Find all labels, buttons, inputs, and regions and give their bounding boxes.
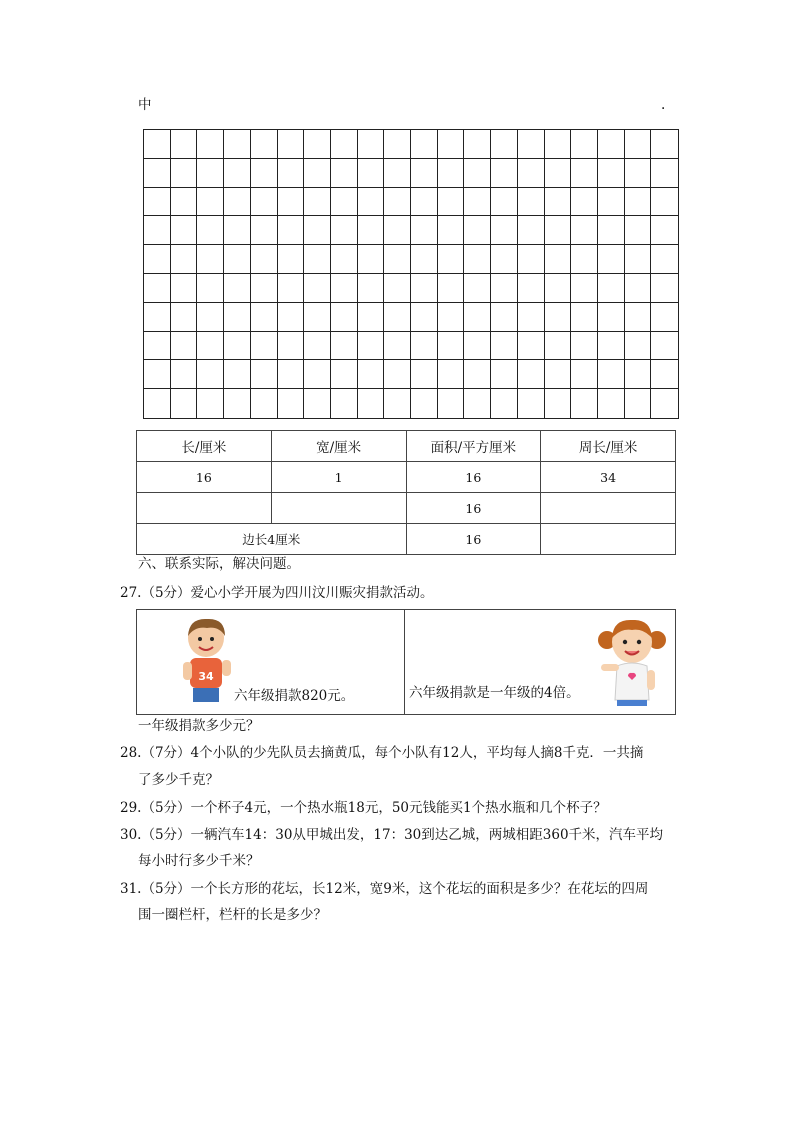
grid-cell — [358, 389, 385, 418]
grid-cell — [464, 303, 491, 332]
grid-cell — [491, 159, 518, 188]
table-cell: 16 — [406, 524, 541, 555]
grid-cell — [491, 188, 518, 217]
grid-cell — [491, 389, 518, 418]
boy-illustration — [181, 616, 233, 708]
grid-cell — [545, 159, 572, 188]
grid-cell — [598, 130, 625, 159]
table-cell-square-side: 边长4厘米 — [137, 524, 407, 555]
grid-cell — [278, 130, 305, 159]
grid-cell — [171, 216, 198, 245]
grid-cell — [224, 360, 251, 389]
grid-cell — [278, 332, 305, 361]
grid-cell — [438, 188, 465, 217]
grid-cell — [545, 188, 572, 217]
shirt-number: 34 — [198, 670, 214, 683]
grid-cell — [625, 216, 652, 245]
grid-cell — [438, 274, 465, 303]
grid-cell — [304, 303, 331, 332]
grid-cell — [171, 389, 198, 418]
grid-cell — [598, 245, 625, 274]
grid-cell — [251, 188, 278, 217]
grid-cell — [304, 389, 331, 418]
grid-cell — [384, 130, 411, 159]
grid-cell — [384, 389, 411, 418]
grid-cell — [545, 130, 572, 159]
grid-cell — [598, 332, 625, 361]
grid-cell — [197, 389, 224, 418]
grid-cell — [625, 245, 652, 274]
grid-cell — [598, 303, 625, 332]
grid-cell — [358, 303, 385, 332]
grid-cell — [251, 274, 278, 303]
grid-cell — [464, 130, 491, 159]
grid-cell — [278, 188, 305, 217]
grid-cell — [144, 332, 171, 361]
col-header-area: 面积/平方厘米 — [406, 431, 541, 462]
grid-cell — [251, 130, 278, 159]
grid-cell — [197, 360, 224, 389]
grid-cell — [358, 216, 385, 245]
grid-cell — [625, 389, 652, 418]
grid-cell — [651, 130, 678, 159]
square-grid — [143, 129, 679, 419]
grid-cell — [331, 159, 358, 188]
question-30-line2: 每小时行多少千米？ — [138, 853, 260, 869]
grid-cell — [144, 389, 171, 418]
grid-cell — [304, 360, 331, 389]
grid-cell — [571, 274, 598, 303]
grid-cell — [304, 188, 331, 217]
panel-divider — [404, 610, 405, 714]
grid-cell — [491, 245, 518, 274]
grid-cell — [358, 332, 385, 361]
grid-cell — [224, 245, 251, 274]
grid-cell — [411, 245, 438, 274]
grid-cell — [358, 360, 385, 389]
grid-cell — [411, 188, 438, 217]
grid-cell — [144, 303, 171, 332]
grid-cell — [518, 274, 545, 303]
grid-cell — [171, 159, 198, 188]
table-cell-blank — [137, 493, 272, 524]
grid-cell — [331, 303, 358, 332]
grid-cell — [491, 332, 518, 361]
grid-cell — [144, 130, 171, 159]
grid-cell — [197, 332, 224, 361]
grid-cell — [171, 360, 198, 389]
grid-cell — [278, 360, 305, 389]
grid-cell — [197, 216, 224, 245]
grid-cell — [438, 303, 465, 332]
grid-cell — [331, 130, 358, 159]
grid-cell — [411, 130, 438, 159]
grid-cell — [278, 216, 305, 245]
question-28-line1: 28.（7分）4个小队的少先队员去摘黄瓜，每个小队有12人，平均每人摘8千克．一共摘 — [120, 745, 644, 761]
rectangle-table — [136, 430, 676, 555]
col-header-perimeter: 周长/厘米 — [541, 431, 676, 462]
grid-cell — [464, 159, 491, 188]
grid-cell — [651, 303, 678, 332]
question-27-ask: 一年级捐款多少元？ — [138, 718, 260, 734]
grid-cell — [224, 130, 251, 159]
grid-cell — [251, 360, 278, 389]
grid-cell — [411, 159, 438, 188]
grid-cell — [545, 332, 572, 361]
grid-cell — [571, 389, 598, 418]
grid-cell — [464, 216, 491, 245]
question-27-stem: 27.（5分）爱心小学开展为四川汶川赈灾捐款活动。 — [120, 585, 434, 601]
grid-cell — [171, 130, 198, 159]
grid-cell — [358, 274, 385, 303]
grid-cell — [224, 274, 251, 303]
grid-cell — [144, 360, 171, 389]
grid-cell — [331, 188, 358, 217]
grid-cell — [545, 389, 572, 418]
grid-cell — [304, 159, 331, 188]
grid-cell — [598, 389, 625, 418]
grid-cell — [171, 245, 198, 274]
grid-cell — [304, 130, 331, 159]
header-left-char: 中 — [138, 97, 152, 113]
grid-cell — [518, 159, 545, 188]
grid-cell — [518, 245, 545, 274]
grid-cell — [598, 360, 625, 389]
table-cell: 1 — [271, 462, 406, 493]
grid-cell — [144, 245, 171, 274]
grid-cell — [278, 303, 305, 332]
question-31-line1: 31.（5分）一个长方形的花坛，长12米，宽9米，这个花坛的面积是多少？在花坛的四周 — [120, 881, 649, 897]
grid-cell — [438, 245, 465, 274]
grid-cell — [438, 216, 465, 245]
grid-cell — [464, 245, 491, 274]
table-cell-blank — [541, 524, 676, 555]
grid-cell — [651, 245, 678, 274]
grid-cell — [438, 159, 465, 188]
grid-cell — [331, 360, 358, 389]
grid-cell — [464, 332, 491, 361]
grid-cell — [358, 188, 385, 217]
question-28-line2: 了多少千克？ — [138, 772, 219, 788]
grid-cell — [518, 360, 545, 389]
grid-cell — [651, 389, 678, 418]
grid-cell — [304, 332, 331, 361]
grid-cell — [651, 332, 678, 361]
grid-cell — [331, 389, 358, 418]
table-cell: 34 — [541, 462, 676, 493]
grid-cell — [384, 245, 411, 274]
grid-cell — [251, 159, 278, 188]
question-30-line1: 30.（5分）一辆汽车14：30从甲城出发，17：30到达乙城，两城相距360千米，汽车平均 — [120, 827, 664, 843]
table-cell-blank — [271, 493, 406, 524]
grid-cell — [491, 303, 518, 332]
grid-cell — [625, 188, 652, 217]
grid-cell — [358, 159, 385, 188]
grid-cell — [384, 303, 411, 332]
grid-cell — [491, 130, 518, 159]
grid-cell — [625, 360, 652, 389]
header-right-dot: . — [661, 97, 666, 113]
grid-cell — [545, 245, 572, 274]
grid-cell — [625, 303, 652, 332]
grid-cell — [464, 188, 491, 217]
grid-cell — [411, 303, 438, 332]
grid-cell — [491, 216, 518, 245]
grid-cell — [171, 303, 198, 332]
grid-cell — [384, 332, 411, 361]
grid-cell — [651, 216, 678, 245]
grid-cell — [438, 130, 465, 159]
grid-cell — [571, 332, 598, 361]
grid-cell — [571, 245, 598, 274]
grid-cell — [545, 360, 572, 389]
grid-cell — [304, 245, 331, 274]
table-cell: 16 — [406, 462, 541, 493]
grid-cell — [518, 130, 545, 159]
grid-cell — [571, 159, 598, 188]
grid-cell — [224, 303, 251, 332]
grid-cell — [197, 303, 224, 332]
grid-cell — [304, 274, 331, 303]
grid-cell — [598, 188, 625, 217]
ratio-text: 六年级捐款是一年级的4倍。 — [409, 685, 580, 701]
grid-cell — [384, 274, 411, 303]
grid-cell — [651, 159, 678, 188]
grid-cell — [384, 360, 411, 389]
grid-cell — [171, 332, 198, 361]
grid-cell — [625, 274, 652, 303]
grid-cell — [625, 332, 652, 361]
grid-cell — [197, 159, 224, 188]
grid-cell — [651, 274, 678, 303]
grid-cell — [598, 216, 625, 245]
grid-cell — [411, 360, 438, 389]
grid-cell — [598, 159, 625, 188]
grid-cell — [411, 389, 438, 418]
grid-cell — [197, 130, 224, 159]
grid-cell — [571, 360, 598, 389]
grid-cell — [144, 274, 171, 303]
grid-cell — [331, 245, 358, 274]
grid-cell — [224, 216, 251, 245]
grade6-donation-text: 六年级捐款820元。 — [234, 688, 355, 704]
grid-cell — [224, 389, 251, 418]
grid-cell — [197, 245, 224, 274]
grid-cell — [224, 188, 251, 217]
grid-cell — [171, 274, 198, 303]
grid-cell — [251, 332, 278, 361]
grid-cell — [331, 332, 358, 361]
table-cell-blank — [541, 493, 676, 524]
grid-cell — [464, 274, 491, 303]
grid-cell — [571, 188, 598, 217]
grid-cell — [518, 188, 545, 217]
grid-cell — [625, 130, 652, 159]
grid-cell — [197, 188, 224, 217]
grid-cell — [625, 159, 652, 188]
grid-cell — [144, 159, 171, 188]
grid-cell — [491, 360, 518, 389]
grid-cell — [571, 216, 598, 245]
grid-cell — [545, 303, 572, 332]
col-header-width: 宽/厘米 — [271, 431, 406, 462]
grid-cell — [224, 159, 251, 188]
question-31-line2: 围一圈栏杆，栏杆的长是多少？ — [138, 907, 327, 923]
grid-cell — [384, 188, 411, 217]
grid-cell — [278, 245, 305, 274]
grid-cell — [411, 216, 438, 245]
grid-cell — [197, 274, 224, 303]
grid-cell — [518, 332, 545, 361]
grid-cell — [545, 216, 572, 245]
donation-panel — [136, 609, 676, 715]
grid-cell — [411, 332, 438, 361]
grid-cell — [278, 274, 305, 303]
grid-cell — [251, 389, 278, 418]
grid-cell — [144, 216, 171, 245]
grid-cell — [491, 274, 518, 303]
grid-cell — [251, 245, 278, 274]
girl-illustration — [595, 616, 669, 708]
grid-cell — [571, 130, 598, 159]
grid-cell — [438, 332, 465, 361]
question-29: 29.（5分）一个杯子4元，一个热水瓶18元，50元钱能买1个热水瓶和几个杯子？ — [120, 800, 607, 816]
col-header-length: 长/厘米 — [137, 431, 272, 462]
grid-cell — [518, 216, 545, 245]
grid-cell — [438, 360, 465, 389]
grid-cell — [411, 274, 438, 303]
grid-cell — [518, 303, 545, 332]
grid-cell — [464, 389, 491, 418]
grid-cell — [651, 360, 678, 389]
grid-cell — [571, 303, 598, 332]
grid-cell — [358, 130, 385, 159]
grid-cell — [598, 274, 625, 303]
grid-cell — [278, 159, 305, 188]
table-cell: 16 — [406, 493, 541, 524]
table-cell: 16 — [137, 462, 272, 493]
grid-cell — [224, 332, 251, 361]
grid-cell — [651, 188, 678, 217]
grid-cell — [358, 245, 385, 274]
grid-cell — [438, 389, 465, 418]
section-title: 六、联系实际，解决问题。 — [138, 556, 300, 572]
grid-cell — [331, 216, 358, 245]
grid-cell — [384, 159, 411, 188]
grid-cell — [518, 389, 545, 418]
grid-cell — [331, 274, 358, 303]
grid-cell — [171, 188, 198, 217]
grid-cell — [251, 303, 278, 332]
grid-cell — [304, 216, 331, 245]
grid-cell — [144, 188, 171, 217]
grid-cell — [464, 360, 491, 389]
grid-cell — [278, 389, 305, 418]
grid-cell — [545, 274, 572, 303]
grid-cell — [384, 216, 411, 245]
grid-cell — [251, 216, 278, 245]
